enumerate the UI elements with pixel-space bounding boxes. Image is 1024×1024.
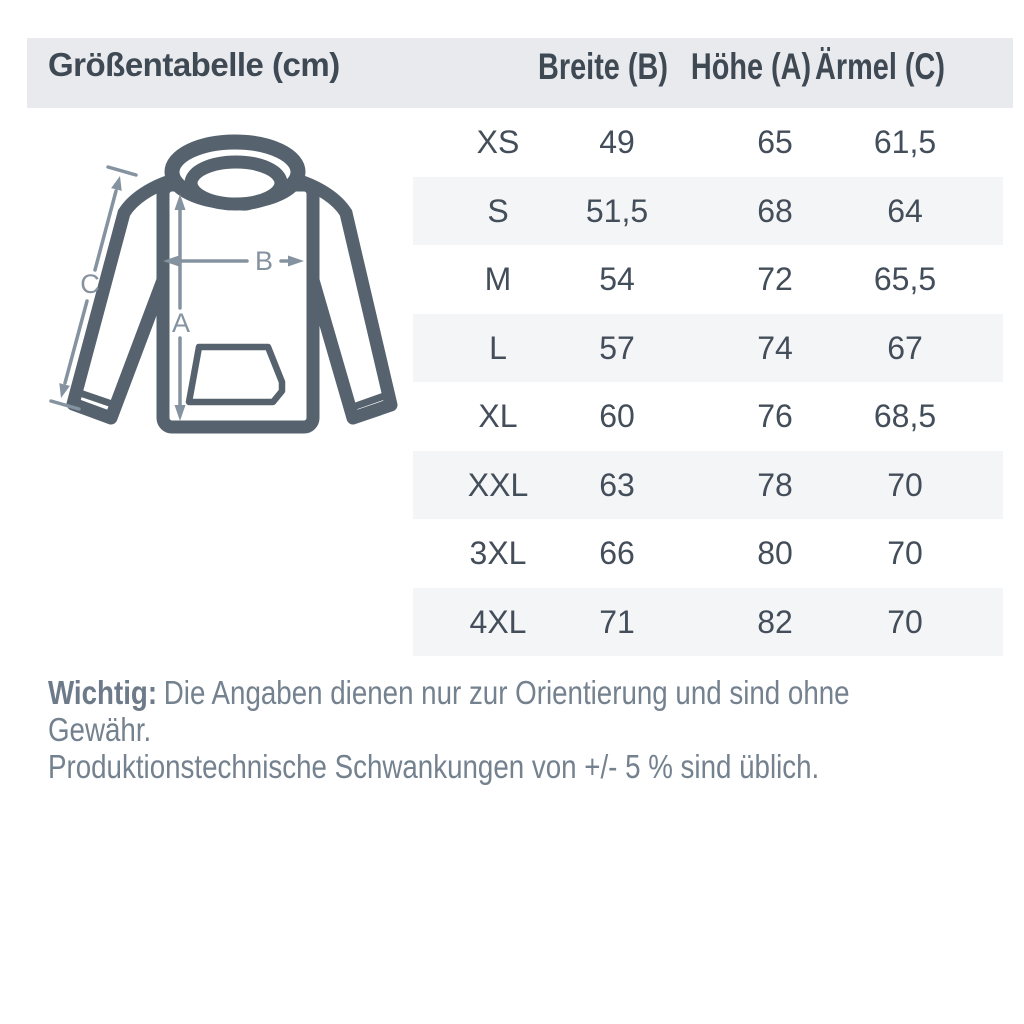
column-header-aermel: Ärmel (C): [815, 46, 945, 87]
column-header-hoehe: Höhe (A): [690, 46, 812, 87]
column-header-breite: Breite (B): [538, 46, 668, 87]
aermel-value: 68,5: [873, 398, 937, 435]
table-row: [413, 382, 1003, 451]
size-label: XL: [478, 398, 518, 435]
size-table-rows: [413, 108, 1003, 656]
dimension-label-c: C: [80, 269, 100, 299]
breite-value: 60: [599, 398, 635, 435]
breite-value: 71: [599, 603, 635, 640]
disclaimer-line-1: Wichtig: Die Angaben dienen nur zur Orientierung und sind ohne Gewähr.: [48, 674, 850, 748]
right-sleeve: [313, 213, 391, 418]
aermel-value: 70: [887, 535, 923, 572]
size-label: XXL: [467, 466, 529, 503]
disclaimer-line-2: Produktionstechnische Schwankungen von +/- 5 % sind üblich.: [48, 748, 820, 785]
dimension-label-b: B: [254, 246, 274, 276]
breite-value: 51,5: [585, 192, 649, 229]
breite-value: 63: [599, 466, 635, 503]
breite-value: 54: [599, 261, 635, 298]
table-row: [413, 519, 1003, 588]
hoehe-value: 76: [757, 398, 793, 435]
breite-value: 66: [599, 535, 635, 572]
aermel-value: 70: [887, 466, 923, 503]
hoehe-value: 68: [757, 192, 793, 229]
size-label: 3XL: [469, 535, 527, 572]
size-label: S: [487, 192, 509, 229]
left-sleeve: [73, 213, 163, 418]
table-row: [413, 451, 1003, 520]
table-header-bar: [27, 38, 1013, 108]
size-label: M: [484, 261, 512, 298]
disclaimer-note: [48, 674, 955, 785]
aermel-value: 70: [887, 603, 923, 640]
hoehe-value: 74: [757, 329, 793, 366]
table-row: [413, 245, 1003, 314]
hoehe-value: 65: [757, 124, 793, 161]
table-row: [413, 588, 1003, 657]
hoehe-value: 78: [757, 466, 793, 503]
size-label: XS: [476, 124, 520, 161]
pocket-outline: [189, 347, 282, 402]
aermel-value: 61,5: [873, 124, 937, 161]
size-label: L: [489, 329, 507, 366]
dimension-label-a: A: [171, 308, 191, 338]
table-row: [413, 314, 1003, 383]
hoehe-value: 72: [757, 261, 793, 298]
aermel-value: 67: [887, 329, 923, 366]
aermel-value: 64: [887, 192, 923, 229]
breite-value: 49: [599, 124, 635, 161]
hoehe-value: 80: [757, 535, 793, 572]
hoodie-measurement-diagram: [40, 130, 410, 460]
hood-inner-outline: [191, 162, 281, 204]
aermel-value: 65,5: [873, 261, 937, 298]
disclaimer-emphasis: Wichtig:: [48, 674, 158, 711]
table-title: Größentabelle (cm): [48, 46, 340, 83]
size-label: 4XL: [469, 603, 527, 640]
breite-value: 57: [599, 329, 635, 366]
hoehe-value: 82: [757, 603, 793, 640]
table-row: [413, 108, 1003, 177]
table-row: [413, 177, 1003, 246]
